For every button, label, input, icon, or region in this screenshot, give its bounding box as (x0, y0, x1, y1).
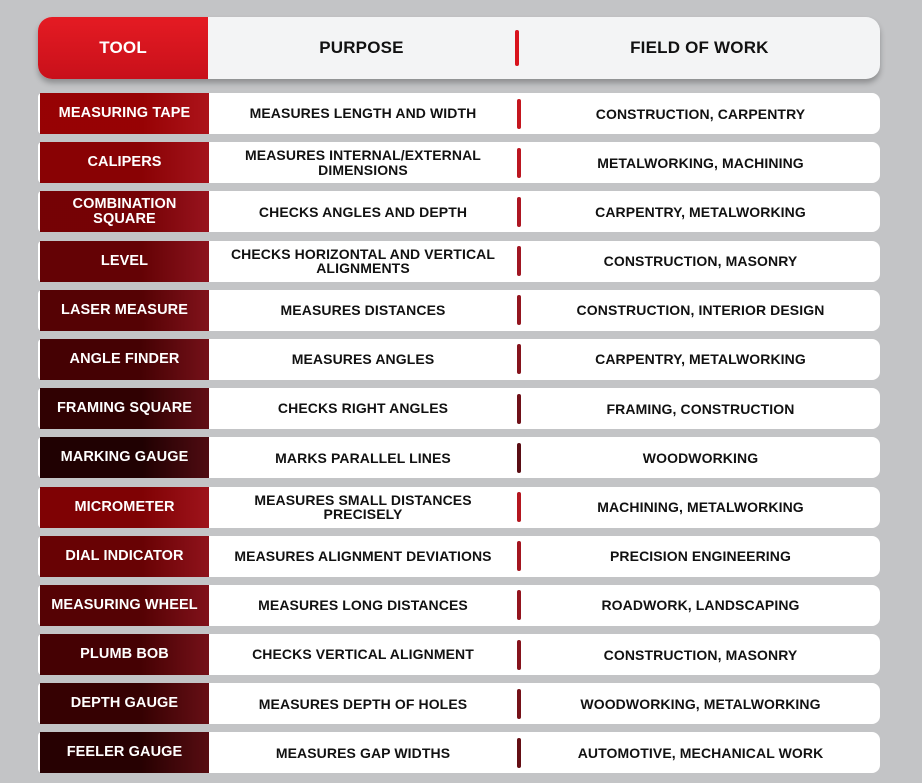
table-row (38, 732, 880, 773)
tool-cell: MICROMETER (40, 487, 209, 528)
purpose-cell: MEASURES DEPTH OF HOLES (258, 695, 468, 712)
field-cell: METALWORKING, MACHINING (597, 154, 804, 171)
field-cell: CONSTRUCTION, MASONRY (603, 253, 798, 270)
field-cell: FRAMING, CONSTRUCTION (606, 400, 795, 417)
tool-cell: COMBINATION SQUARE (40, 191, 209, 232)
purpose-cell: MEASURES ANGLES (291, 351, 435, 368)
table-row (38, 191, 880, 232)
table-body (38, 93, 880, 773)
purpose-cell: CHECKS RIGHT ANGLES (277, 400, 449, 417)
table-header (38, 17, 880, 79)
tool-cell: MARKING GAUGE (40, 437, 209, 478)
table-row (38, 437, 880, 478)
purpose-cell: MARKS PARALLEL LINES (275, 449, 451, 466)
purpose-cell: MEASURES SMALL DISTANCES PRECISELY (254, 491, 472, 522)
tools-table (38, 17, 880, 782)
tool-cell: DEPTH GAUGE (40, 683, 209, 724)
table-row (38, 388, 880, 429)
tool-cell: MEASURING WHEEL (40, 585, 209, 626)
tool-cell: FEELER GAUGE (40, 732, 209, 773)
tool-cell: LEVEL (40, 241, 209, 282)
purpose-cell: MEASURES ALIGNMENT DEVIATIONS (234, 547, 492, 564)
field-cell: WOODWORKING, METALWORKING (580, 695, 821, 712)
table-row (38, 290, 880, 331)
field-cell: CARPENTRY, METALWORKING (595, 203, 806, 220)
table-row (38, 683, 880, 724)
field-cell: CONSTRUCTION, MASONRY (603, 646, 798, 663)
tool-cell: DIAL INDICATOR (40, 536, 209, 577)
table-row (38, 585, 880, 626)
field-cell: MACHINING, METALWORKING (597, 499, 804, 515)
tool-cell: CALIPERS (40, 142, 209, 183)
table-row (38, 536, 880, 577)
table-row (38, 487, 880, 528)
tool-cell: FRAMING SQUARE (40, 388, 209, 429)
purpose-cell: MEASURES LENGTH AND WIDTH (249, 105, 477, 122)
table-row (38, 93, 880, 134)
purpose-cell: MEASURES GAP WIDTHS (275, 744, 451, 761)
tool-cell: ANGLE FINDER (40, 339, 209, 380)
field-cell: CARPENTRY, METALWORKING (595, 351, 806, 368)
field-cell: ROADWORK, LANDSCAPING (601, 597, 800, 614)
field-cell: PRECISION ENGINEERING (609, 548, 792, 565)
tool-cell: LASER MEASURE (40, 290, 209, 331)
tool-cell: MEASURING TAPE (40, 93, 209, 134)
field-cell: WOODWORKING (642, 449, 759, 466)
header-purpose: PURPOSE (319, 38, 404, 57)
purpose-cell: CHECKS ANGLES AND DEPTH (258, 203, 468, 220)
field-cell: CONSTRUCTION, CARPENTRY (595, 105, 806, 122)
table-row (38, 241, 880, 282)
header-tool: TOOL (38, 17, 208, 79)
purpose-cell: CHECKS VERTICAL ALIGNMENT (252, 646, 474, 663)
purpose-cell: MEASURES DISTANCES (280, 302, 446, 318)
purpose-cell: CHECKS HORIZONTAL AND VERTICAL ALIGNMENTS (230, 245, 496, 277)
table-row (38, 142, 880, 183)
field-cell: AUTOMOTIVE, MECHANICAL WORK (577, 744, 824, 761)
purpose-cell: MEASURES LONG DISTANCES (258, 597, 468, 614)
table-row (38, 634, 880, 675)
table-row (38, 339, 880, 380)
header-field-of-work: FIELD OF WORK (630, 38, 769, 57)
field-cell: CONSTRUCTION, INTERIOR DESIGN (576, 302, 825, 319)
tool-cell: PLUMB BOB (40, 634, 209, 675)
purpose-cell: MEASURES INTERNAL/EXTERNAL DIMENSIONS (245, 147, 481, 178)
